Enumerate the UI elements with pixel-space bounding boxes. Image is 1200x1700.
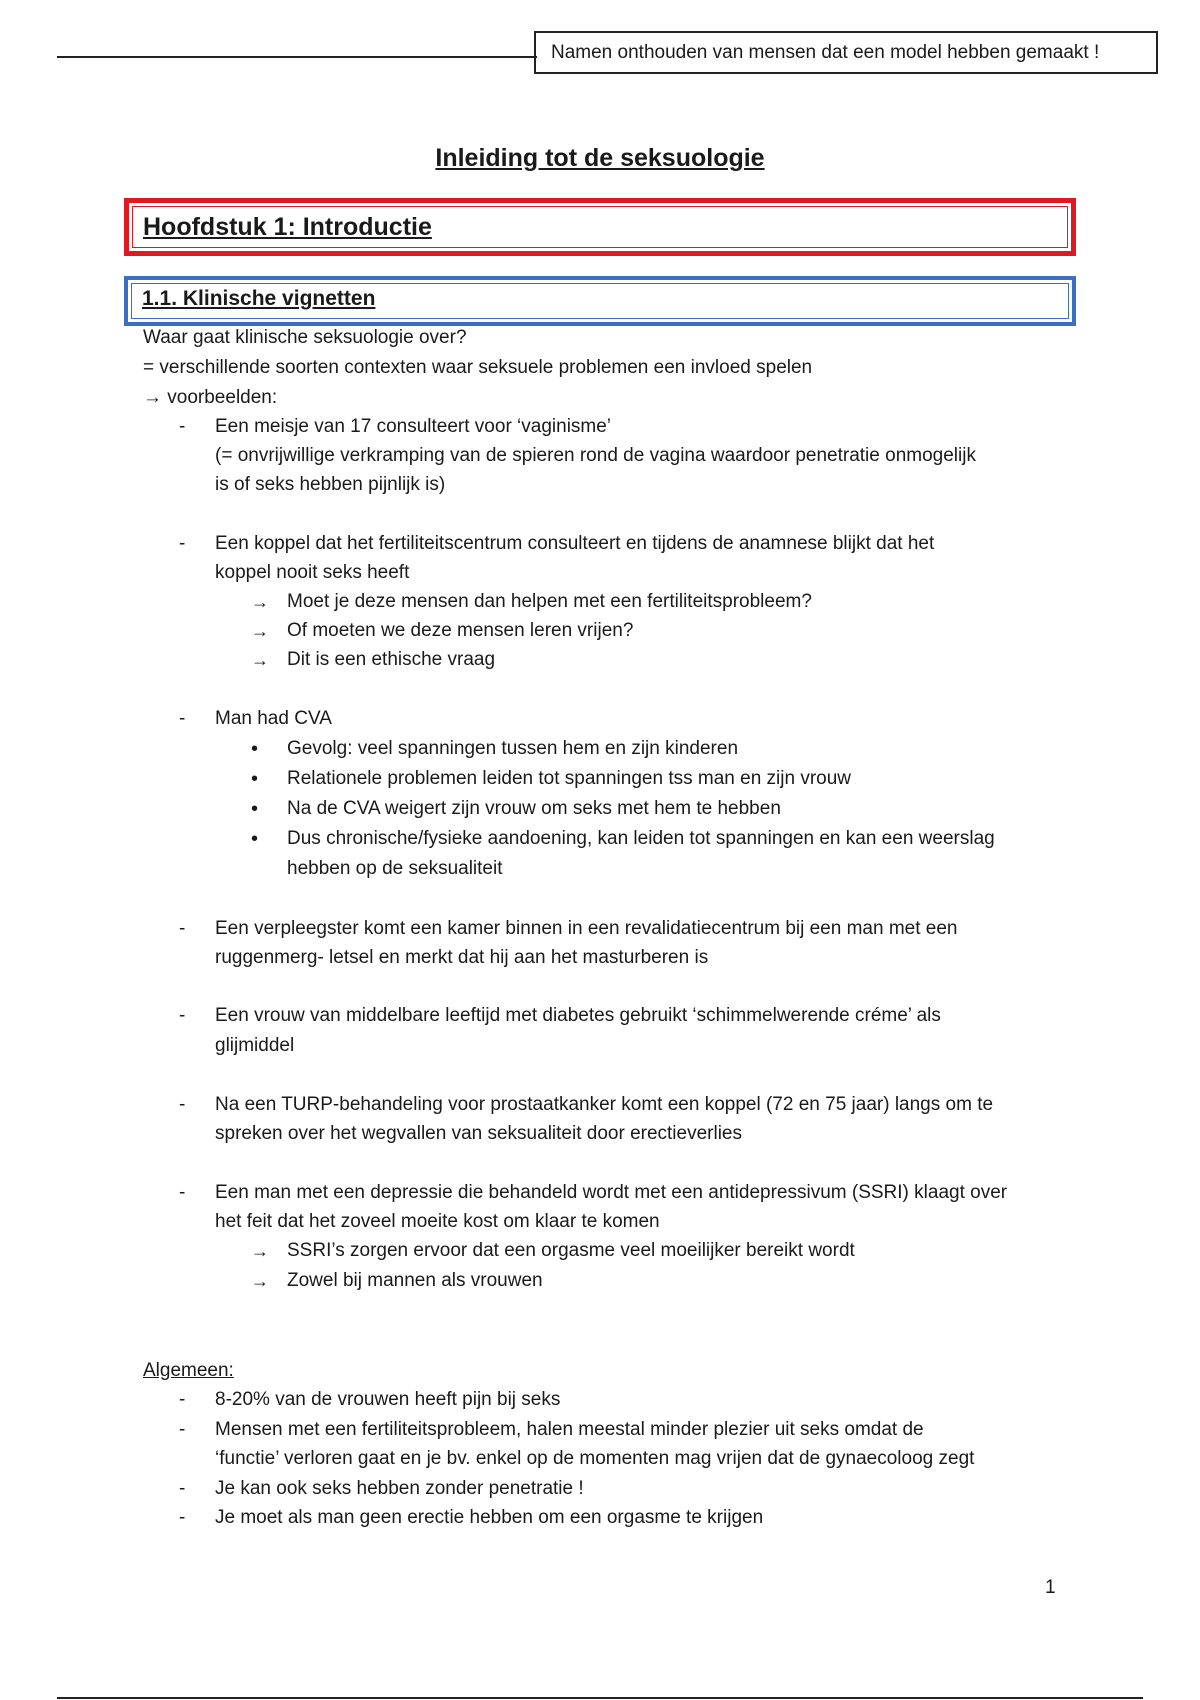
vignette-4-line: Een verpleegster komt een kamer binnen in een revalidatiecentrum bij een man met een xyxy=(215,918,958,939)
vignette-1-line: Een meisje van 17 consulteert voor ‘vaginisme’ xyxy=(215,416,612,437)
footer-rule xyxy=(57,1697,1143,1699)
vignette-dash: - xyxy=(179,1005,186,1026)
arrow-right-icon: → xyxy=(251,650,269,670)
general-dash: - xyxy=(179,1419,186,1440)
vignette-5-line: Een vrouw van middelbare leeftijd met diabetes gebruikt ‘schimmelwerende créme’ als xyxy=(215,1005,941,1026)
chapter-heading-box xyxy=(124,198,1076,256)
vignette-6-line: spreken over het wegvallen van seksualiteit door erectieverlies xyxy=(215,1123,742,1144)
header-note: Namen onthouden van mensen dat een model hebben gemaakt ! xyxy=(534,31,1158,74)
general-item: 8-20% van de vrouwen heeft pijn bij seks xyxy=(215,1389,561,1410)
vignette-7-subpoint: SSRI’s zorgen ervoor dat een orgasme veel moeilijker bereikt wordt xyxy=(287,1240,855,1261)
bullet-icon: • xyxy=(251,798,259,820)
arrow-right-icon: → xyxy=(251,621,269,641)
bullet-icon: • xyxy=(251,738,259,760)
vignette-7-line: Een man met een depressie die behandeld wordt met een antidepressivum (SSRI) klaagt over xyxy=(215,1182,1008,1203)
general-item: Mensen met een fertiliteitsprobleem, halen meestal minder plezier uit seks omdat de xyxy=(215,1419,924,1440)
general-item: Je moet als man geen erectie hebben om een orgasme te krijgen xyxy=(215,1507,764,1528)
examples-line xyxy=(143,386,277,410)
vignette-2-subpoint: Moet je deze mensen dan helpen met een fertiliteitsprobleem? xyxy=(287,591,812,612)
vignette-dash: - xyxy=(179,1182,186,1203)
arrow-right-icon: → xyxy=(251,592,269,612)
section-heading-box xyxy=(124,276,1076,326)
vignette-3-subpoint: hebben op de seksualiteit xyxy=(287,858,503,879)
general-dash: - xyxy=(179,1478,186,1499)
vignette-dash: - xyxy=(179,918,186,939)
examples-label: voorbeelden: xyxy=(167,387,278,408)
document-title: Inleiding tot de seksuologie xyxy=(435,144,765,172)
vignette-7-subpoint: Zowel bij mannen als vrouwen xyxy=(287,1270,543,1291)
general-item: ‘functie’ verloren gaat en je bv. enkel op de momenten mag vrijen dat de gynaecoloog zegt xyxy=(215,1448,975,1469)
page-number: 1 xyxy=(1045,1577,1056,1598)
vignette-3-subpoint: Na de CVA weigert zijn vrouw om seks met hem te hebben xyxy=(287,798,781,819)
vignette-4-line: ruggenmerg- letsel en merkt dat hij aan het masturberen is xyxy=(215,947,709,968)
vignette-3-subpoint: Relationele problemen leiden tot spanningen tss man en zijn vrouw xyxy=(287,768,852,789)
examples-arrow-icon: → xyxy=(143,387,162,408)
section-heading: 1.1. Klinische vignetten xyxy=(142,287,376,310)
intro-question: Waar gaat klinische seksuologie over? xyxy=(143,327,467,348)
vignette-dash: - xyxy=(179,533,186,554)
vignette-2-subpoint: Dit is een ethische vraag xyxy=(287,649,496,670)
bullet-icon: • xyxy=(251,828,259,850)
arrow-right-icon: → xyxy=(251,1241,269,1261)
vignette-3-line: Man had CVA xyxy=(215,708,332,729)
vignette-dash: - xyxy=(179,416,186,437)
vignette-2-line: Een koppel dat het fertiliteitscentrum consulteert en tijdens de anamnese blijkt dat het xyxy=(215,533,935,554)
header-rule xyxy=(57,56,537,58)
vignette-3-subpoint: Dus chronische/fysieke aandoening, kan leiden tot spanningen en kan een weerslag xyxy=(287,828,995,849)
arrow-right-icon: → xyxy=(251,1271,269,1291)
bullet-icon: • xyxy=(251,768,259,790)
vignette-6-line: Na een TURP-behandeling voor prostaatkanker komt een koppel (72 en 75 jaar) langs om te xyxy=(215,1094,994,1115)
vignette-dash: - xyxy=(179,1094,186,1115)
vignette-1-line: (= onvrijwillige verkramping van de spieren rond de vagina waardoor penetratie onmogelijk xyxy=(215,445,976,466)
general-heading: Algemeen: xyxy=(143,1360,234,1381)
general-dash: - xyxy=(179,1507,186,1528)
vignette-1-line: is of seks hebben pijnlijk is) xyxy=(215,474,446,495)
general-item: Je kan ook seks hebben zonder penetratie ! xyxy=(215,1478,584,1499)
intro-definition: = verschillende soorten contexten waar seksuele problemen een invloed spelen xyxy=(143,357,813,378)
vignette-2-subpoint: Of moeten we deze mensen leren vrijen? xyxy=(287,620,634,641)
chapter-heading: Hoofdstuk 1: Introductie xyxy=(143,213,432,241)
vignette-3-subpoint: Gevolg: veel spanningen tussen hem en zijn kinderen xyxy=(287,738,739,759)
vignette-dash: - xyxy=(179,708,186,729)
general-dash: - xyxy=(179,1389,186,1410)
vignette-7-line: het feit dat het zoveel moeite kost om klaar te komen xyxy=(215,1211,660,1232)
vignette-5-line: glijmiddel xyxy=(215,1035,295,1056)
vignette-2-line: koppel nooit seks heeft xyxy=(215,562,410,583)
